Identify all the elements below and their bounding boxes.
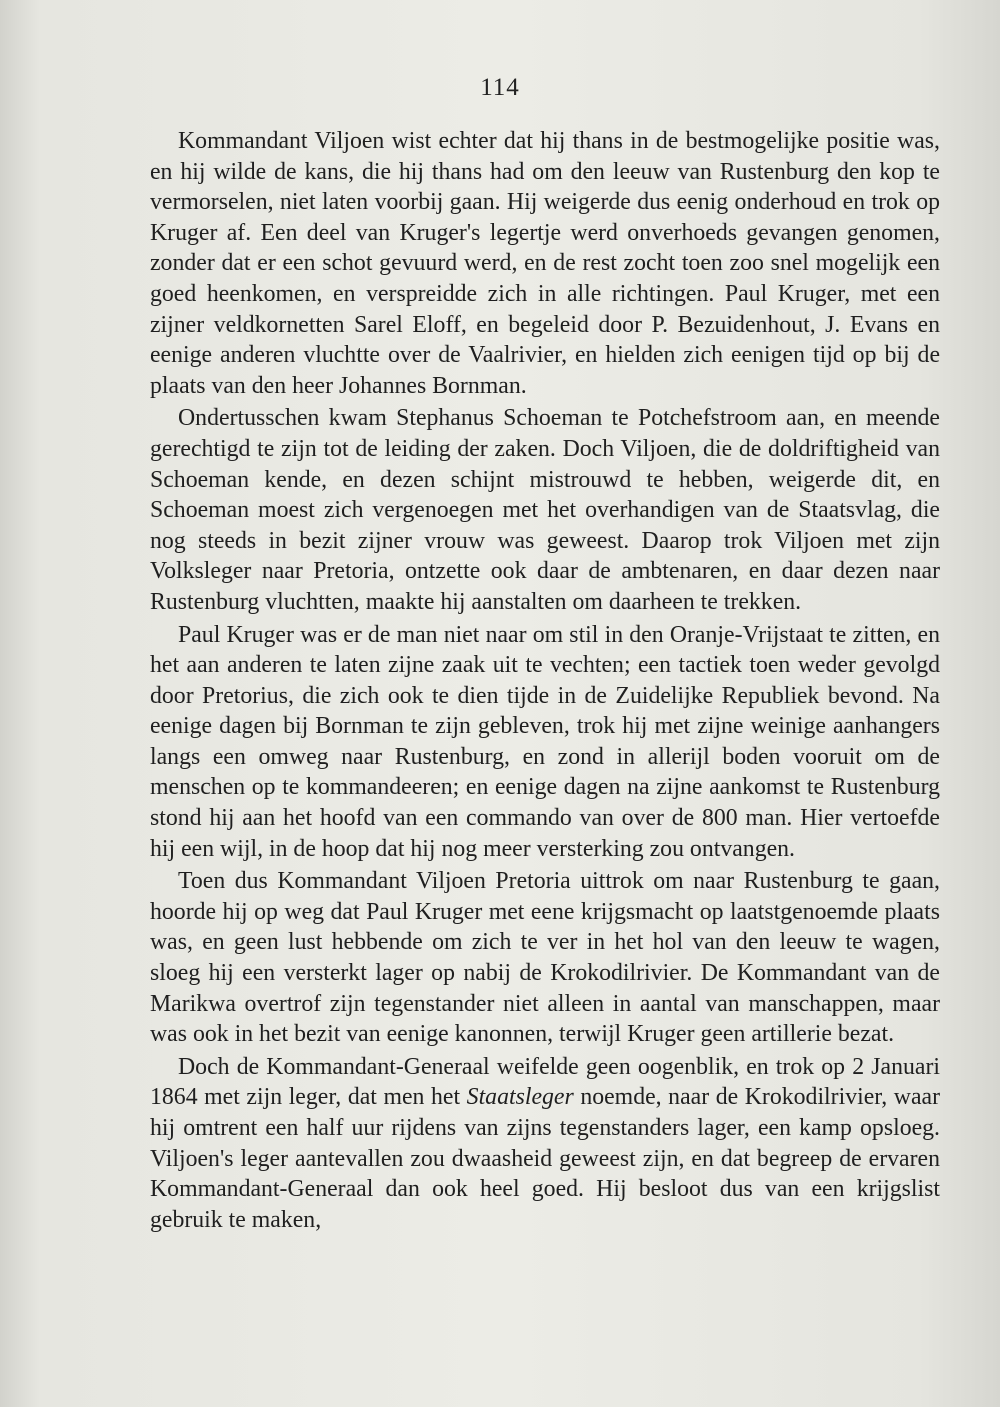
- paragraph-5-end: noemde, naar de Krokodilrivier, waar hij omtrent een half uur rijdens van zijns tegenstanders lager, een kamp opsloeg. Viljoen's leger aantevallen zou dwaasheid geweest zijn, en dat begreep de ervaren Kommandant-Generaal dan ook heel goed. Hij besloot dus van een krijgslist gebruik te maken,: [150, 1084, 941, 1233]
- paragraph-5: [150, 1052, 940, 1236]
- page-number: 114: [480, 74, 520, 101]
- paragraph-5-italic: Staatsleger: [466, 1084, 574, 1111]
- body-text: [150, 126, 940, 1237]
- paragraph-3: Paul Kruger was er de man niet naar om stil in den Oranje-Vrijstaat te zitten, en het aan anderen te laten zijne zaak uit te vechten; een tactiek toen weder gevolgd door Pretorius, die zich ook te dien tijde in de Zuidelijke Republiek bevond. Na eenige dagen bij Bornman te zijn gebleven, trok hij met zijne weinige aanhangers langs een omweg naar Rustenburg, en zond in allerijl boden vooruit om de menschen op te kommandeeren; en eenige dagen na zijne aankomst te Rustenburg stond hij aan het hoofd van een commando van over de 800 man. Hier vertoefde hij een wijl, in de hoop dat hij nog meer versterking zou ontvangen.: [150, 621, 940, 862]
- paragraph-5-start: Doch de Kommandant-Generaal weifelde geen oogenblik, en trok op 2 Januari 1864 met zijn leger, dat men het: [150, 1053, 940, 1111]
- paragraph-4: Toen dus Kommandant Viljoen Pretoria uittrok om naar Rustenburg te gaan, hoorde hij op weg dat Paul Kruger met eene krijgsmacht op laatstgenoemde plaats was, en geen lust hebbende om zich te ver in het hol van den leeuw te wagen, sloeg hij een versterkt lager op nabij de Krokodilrivier. De Kommandant van de Marikwa overtrof zijn tegenstander niet alleen in aantal van manschappen, maar was ook in het bezit van eenige kanonnen, terwijl Kruger geen artillerie bezat.: [150, 868, 940, 1048]
- paragraph-2: Ondertusschen kwam Stephanus Schoeman te Potchefstroom aan, en meende gerechtigd te zijn tot de leiding der zaken. Doch Viljoen, die de doldriftigheid van Schoeman kende, en dezen schijnt mistrouwd te hebben, weigerde dit, en Schoeman moest zich vergenoegen met het overhandigen van de Staatsvlag, die nog steeds in bezit zijner vrouw was geweest. Daarop trok Viljoen met zijn Volksleger naar Pretoria, ontzette ook daar de ambtenaren, en daar dezen naar Rustenburg vluchtten, maakte hij aanstalten om daarheen te trekken.: [150, 405, 940, 615]
- paragraph-1: Kommandant Viljoen wist echter dat hij thans in de bestmogelijke positie was, en hij wilde de kans, die hij thans had om den leeuw van Rustenburg den kop te vermorselen, niet laten voorbij gaan. Hij weigerde dus eenig onderhoud en trok op Kruger af. Een deel van Kruger's legertje werd onverhoeds gevangen genomen, zonder dat er een schot gevuurd werd, en de rest zocht toen zoo snel mogelijk een goed heenkomen, en verspreidde zich in alle richtingen. Paul Kruger, met een zijner veldkornetten Sarel Eloff, en begeleid door P. Bezuidenhout, J. Evans en eenige anderen vluchtte over de Vaalrivier, en hielden zich eenigen tijd op bij de plaats van den heer Johannes Bornman.: [150, 128, 940, 399]
